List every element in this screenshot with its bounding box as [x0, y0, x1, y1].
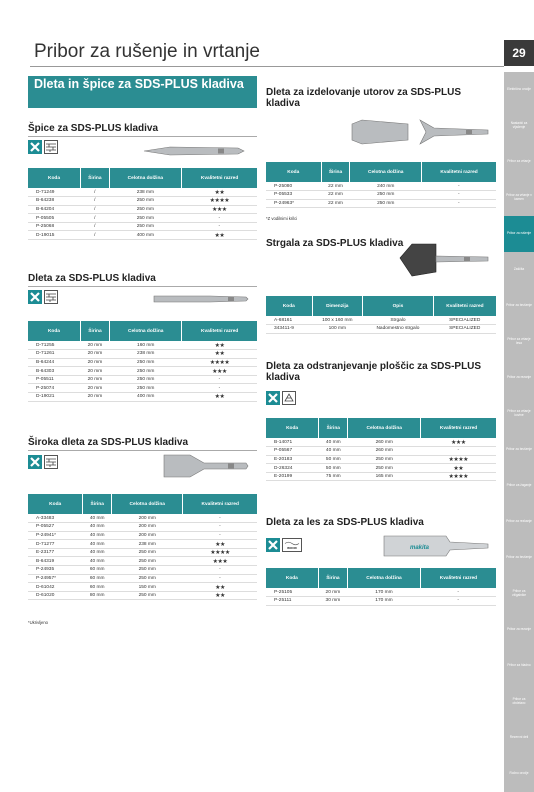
table-row — [266, 464, 496, 473]
table-cell: 260 mm — [348, 447, 421, 456]
table-cell: 40 mm — [319, 447, 348, 456]
category-banner: Dleta in špice za SDS-PLUS kladiva — [28, 76, 257, 108]
footnote: *Z vodilnimi krilci — [266, 216, 298, 221]
table-cell: 60 mm — [83, 574, 112, 583]
table-cell: 40 mm — [319, 438, 348, 447]
table-cell: A-68161 — [266, 316, 312, 325]
column-header: Celotna dolžina — [112, 494, 183, 514]
table-cell: D-26324 — [266, 464, 319, 473]
table-cell: D-71261 — [28, 350, 80, 359]
table-cell: 200 mm — [112, 523, 183, 532]
groove-chisel-image — [348, 114, 492, 150]
table-cell: 100 x 160 mm — [312, 316, 362, 325]
concrete-icon — [266, 391, 280, 405]
spec-table-wide-chisels — [28, 494, 257, 600]
table-cell: 260 mm — [348, 438, 421, 447]
sidebar-tab[interactable]: Pribor za brušenje — [504, 432, 534, 468]
table-row — [28, 222, 257, 231]
section-title-wood-chisels: Dleta za les za SDS-PLUS kladiva — [266, 517, 424, 528]
table-cell: P-25111 — [266, 597, 318, 606]
table-cell: D-71249 — [28, 188, 81, 197]
table-cell: 60 mm — [83, 566, 112, 575]
table-cell: Strgalo — [362, 316, 433, 325]
sidebar-tab[interactable]: Pribor za vžigalnike — [504, 576, 534, 612]
table-cell: - — [422, 182, 496, 191]
column-header: Širina — [81, 168, 110, 188]
spec-table-scrapers — [266, 296, 496, 334]
table-cell: D-61020 — [28, 591, 83, 600]
table-row — [266, 447, 496, 456]
concrete-icon — [28, 290, 42, 304]
table-cell: P-24941* — [28, 531, 83, 540]
table-cell: 400 mm — [110, 393, 182, 402]
table-row — [28, 514, 257, 523]
material-icons — [28, 140, 58, 154]
table-cell: B-64303 — [28, 367, 80, 376]
material-icons — [28, 455, 58, 469]
table-row — [28, 591, 257, 600]
table-cell: 200 mm — [112, 514, 183, 523]
table-cell: Nadomestno strgalo — [362, 325, 433, 334]
table-cell: 170 mm — [348, 597, 421, 606]
table-cell: 343411-9 — [266, 325, 312, 334]
svg-text:makita: makita — [410, 545, 430, 551]
table-cell: P-05533 — [266, 191, 321, 200]
column-header: Celotna dolžina — [348, 418, 421, 438]
table-cell: 250 mm — [109, 222, 182, 231]
column-header: Celotna dolžina — [109, 168, 182, 188]
table-row — [28, 574, 257, 583]
side-tabs — [504, 72, 534, 792]
concrete-icon — [28, 455, 42, 469]
table-row — [266, 472, 496, 481]
spec-table-points — [28, 168, 257, 240]
table-row — [28, 566, 257, 575]
table-cell: E-23177 — [28, 548, 83, 557]
table-cell: P-05527 — [28, 523, 83, 532]
table-cell: SPECIALIZED — [433, 316, 496, 325]
table-cell: ★★★★ — [421, 472, 496, 481]
column-header: Koda — [266, 568, 318, 588]
table-cell: B-64319 — [28, 557, 83, 566]
table-cell: ★★ — [182, 393, 257, 402]
masonry-icon — [44, 290, 58, 304]
table-cell: ★★★★ — [421, 455, 496, 464]
sidebar-tab[interactable]: Pribor za vrtanje kovine — [504, 396, 534, 432]
table-cell: P-05567 — [266, 447, 319, 456]
sidebar-tab[interactable]: Pribor za rezanje — [504, 360, 534, 396]
concrete-icon — [266, 538, 280, 552]
table-cell: 160 mm — [110, 341, 182, 350]
sidebar-tab[interactable]: Rezervni deli — [504, 720, 534, 756]
flat-chisel-image — [150, 288, 250, 310]
table-row — [28, 214, 257, 223]
sidebar-tab[interactable]: Pribor za vrtanje — [504, 144, 534, 180]
column-header: Kvalitetni razred — [421, 418, 496, 438]
table-cell: / — [81, 188, 110, 197]
sidebar-tab[interactable]: Pribor za hladno — [504, 648, 534, 684]
table-row — [28, 540, 257, 549]
column-header: Celotna dolžina — [350, 162, 422, 182]
table-cell: ★★ — [182, 350, 257, 359]
concrete-icon — [28, 140, 42, 154]
table-row — [28, 367, 257, 376]
sidebar-tab[interactable]: Ročno orodje — [504, 756, 534, 792]
table-row — [266, 455, 496, 464]
table-row — [266, 597, 496, 606]
table-cell: ★★★ — [182, 367, 257, 376]
table-cell: - — [182, 384, 257, 393]
table-cell: 22 mm — [321, 182, 350, 191]
table-cell: SPECIALIZED — [433, 325, 496, 334]
table-row — [28, 523, 257, 532]
section-title-tile-chisels: Dleta za odstranjevanje ploščic za SDS-PLUS kladiva — [266, 361, 482, 383]
table-cell: 20 mm — [80, 358, 109, 367]
table-cell: ★★ — [183, 591, 257, 600]
sidebar-tab[interactable]: Pribor za brušenje — [504, 288, 534, 324]
table-cell: 20 mm — [80, 393, 109, 402]
column-header: Kvalitetni razred — [182, 168, 257, 188]
spec-table-tile-chisels — [266, 418, 496, 481]
table-row — [266, 316, 496, 325]
table-cell: 238 mm — [112, 540, 183, 549]
table-cell: P-24957* — [28, 574, 83, 583]
table-row — [28, 531, 257, 540]
table-cell: B-14071 — [266, 438, 319, 447]
column-header: Koda — [266, 418, 319, 438]
sidebar-tab[interactable]: Pribor za vrtanje v kamen — [504, 180, 534, 216]
table-cell: 50 mm — [319, 455, 348, 464]
column-header: Kvalitetni razred — [182, 321, 257, 341]
sidebar-tab[interactable]: Pribor za rušenje — [504, 216, 534, 252]
section-title-wide-chisels: Široka dleta za SDS-PLUS kladiva — [28, 437, 189, 448]
table-cell: 20 mm — [80, 341, 109, 350]
table-cell: ★★ — [183, 540, 257, 549]
table-cell: P-24963* — [266, 199, 321, 208]
table-cell: 40 mm — [83, 531, 112, 540]
column-header: Koda — [28, 168, 81, 188]
table-cell: - — [421, 447, 496, 456]
table-cell: 40 mm — [83, 523, 112, 532]
spec-table-chisels — [28, 321, 257, 402]
page-number: 29 — [504, 40, 534, 66]
table-cell: D-61042 — [28, 583, 83, 592]
table-cell: ★★★ — [183, 557, 257, 566]
table-cell: 20 mm — [80, 384, 109, 393]
table-cell: D-19021 — [28, 393, 80, 402]
table-cell: P-25068 — [28, 222, 81, 231]
table-cell: D-71277 — [28, 540, 83, 549]
table-row — [266, 182, 496, 191]
table-cell: 250 mm — [350, 191, 422, 200]
table-cell: / — [81, 214, 110, 223]
table-cell: ★★ — [182, 341, 257, 350]
material-icons — [266, 391, 296, 405]
table-cell: 200 mm — [112, 531, 183, 540]
table-cell: - — [183, 523, 257, 532]
table-cell: 250 mm — [112, 566, 183, 575]
table-cell: 250 mm — [110, 375, 182, 384]
table-cell: P-24935 — [28, 566, 83, 575]
sidebar-tab[interactable]: Pribor za žaganje — [504, 468, 534, 504]
wide-chisel-image — [160, 452, 250, 480]
table-cell: D-19015 — [28, 231, 81, 240]
table-row — [266, 438, 496, 447]
table-cell: ★★ — [182, 231, 257, 240]
table-cell: 40 mm — [83, 540, 112, 549]
table-cell: 50 mm — [319, 464, 348, 473]
column-header: Kvalitetni razred — [433, 296, 496, 316]
sidebar-tab[interactable]: Pribor za brušenje — [504, 540, 534, 576]
table-cell: P-05505 — [28, 214, 81, 223]
table-cell: 250 mm — [110, 367, 182, 376]
table-cell: - — [183, 514, 257, 523]
column-header: Koda — [266, 162, 321, 182]
table-cell: ★★ — [183, 583, 257, 592]
masonry-icon — [44, 455, 58, 469]
table-cell: 250 mm — [348, 464, 421, 473]
table-cell: - — [183, 531, 257, 540]
table-cell: B-64244 — [28, 358, 80, 367]
sidebar-tab[interactable]: Pribor za vrtanje lesa — [504, 324, 534, 360]
table-cell: ★★★★ — [182, 358, 257, 367]
sidebar-tab[interactable]: Pribor za obdelavo — [504, 684, 534, 720]
table-cell: 60 mm — [83, 583, 112, 592]
table-cell: - — [420, 588, 496, 597]
page-title: Pribor za rušenje in vrtanje — [34, 41, 260, 62]
table-cell: A-33483 — [28, 514, 83, 523]
header-divider — [30, 66, 504, 67]
column-header: Dimenzija — [312, 296, 362, 316]
table-cell: - — [420, 597, 496, 606]
footnote: *Ukrivljeno — [28, 620, 49, 625]
table-cell: P-05511 — [28, 375, 80, 384]
table-cell: 20 mm — [318, 588, 347, 597]
section-divider — [28, 450, 257, 451]
table-cell: ★★ — [182, 188, 257, 197]
column-header: Celotna dolžina — [110, 321, 182, 341]
table-cell: 20 mm — [80, 350, 109, 359]
column-header: Širina — [318, 568, 347, 588]
table-cell: / — [81, 197, 110, 206]
table-cell: 250 mm — [112, 557, 183, 566]
section-title-points: Špice za SDS-PLUS kladiva — [28, 123, 159, 134]
table-cell: ★★★★ — [182, 197, 257, 206]
table-row — [28, 188, 257, 197]
table-cell: P-25080 — [266, 182, 321, 191]
table-cell: P-25074 — [28, 384, 80, 393]
table-cell: 100 mm — [312, 325, 362, 334]
pointed-chisel-image — [140, 140, 250, 162]
table-row — [266, 199, 496, 208]
column-header: Kvalitetni razred — [422, 162, 496, 182]
table-cell: 40 mm — [83, 548, 112, 557]
table-cell: 30 mm — [318, 597, 347, 606]
column-header: Kvalitetni razred — [183, 494, 257, 514]
table-cell: ★★★ — [182, 205, 257, 214]
table-cell: 165 mm — [348, 472, 421, 481]
spec-table-wood-chisels — [266, 568, 496, 606]
sidebar-tab[interactable]: Zaščita — [504, 252, 534, 288]
table-cell: ★★ — [421, 464, 496, 473]
table-cell: 170 mm — [348, 588, 421, 597]
sidebar-tab[interactable]: Električno orodje — [504, 72, 534, 108]
column-header: Opis — [362, 296, 433, 316]
masonry-icon — [44, 140, 58, 154]
material-icons — [266, 538, 302, 552]
section-title-groove-chisels: Dleta za izdelovanje utorov za SDS-PLUS kladiva — [266, 87, 462, 109]
wood-icon-label: WOOD — [287, 546, 297, 550]
table-cell: - — [422, 199, 496, 208]
scraper-image — [396, 238, 492, 282]
column-header: Kvalitetni razred — [420, 568, 496, 588]
table-cell: 250 mm — [348, 455, 421, 464]
table-cell: 400 mm — [109, 231, 182, 240]
table-cell: 22 mm — [321, 199, 350, 208]
table-cell: 238 mm — [109, 188, 182, 197]
column-header: Koda — [28, 321, 80, 341]
table-cell: 75 mm — [319, 472, 348, 481]
table-cell: 250 mm — [350, 199, 422, 208]
section-title-chisels: Dleta za SDS-PLUS kladiva — [28, 273, 156, 284]
table-row — [28, 231, 257, 240]
table-cell: E-20199 — [266, 472, 319, 481]
table-cell: B-64238 — [28, 197, 81, 206]
section-title-scrapers: Strgala za SDS-PLUS kladiva — [266, 238, 404, 249]
sidebar-tab[interactable]: Pribor za rezkanje — [504, 504, 534, 540]
wood-chisel-image — [380, 532, 492, 560]
table-cell: 22 mm — [321, 191, 350, 200]
table-cell: 40 mm — [83, 557, 112, 566]
table-cell: ★★★ — [421, 438, 496, 447]
sidebar-tab[interactable]: Nastavki za vijačenje — [504, 108, 534, 144]
table-cell: 80 mm — [83, 591, 112, 600]
column-header: Celotna dolžina — [348, 568, 421, 588]
table-cell: E-20183 — [266, 455, 319, 464]
table-cell: 240 mm — [350, 182, 422, 191]
table-row — [28, 358, 257, 367]
table-row — [266, 191, 496, 200]
table-cell: D-71255 — [28, 341, 80, 350]
table-cell: 20 mm — [80, 367, 109, 376]
section-divider — [28, 286, 257, 287]
table-cell: / — [81, 205, 110, 214]
table-row — [28, 384, 257, 393]
table-row — [28, 375, 257, 384]
table-row — [266, 325, 496, 334]
table-cell: P-25105 — [266, 588, 318, 597]
table-row — [28, 350, 257, 359]
table-cell: 150 mm — [112, 583, 183, 592]
table-cell: - — [182, 222, 257, 231]
table-cell: B-64204 — [28, 205, 81, 214]
table-row — [28, 393, 257, 402]
table-row — [28, 583, 257, 592]
table-cell: 250 mm — [112, 591, 183, 600]
table-cell: 250 mm — [109, 214, 182, 223]
table-cell: / — [81, 222, 110, 231]
table-row — [28, 341, 257, 350]
table-cell: 250 mm — [110, 358, 182, 367]
table-cell: - — [183, 566, 257, 575]
material-icons — [28, 290, 58, 304]
table-cell: 250 mm — [110, 384, 182, 393]
sidebar-tab[interactable]: Pribor za rezanje — [504, 612, 534, 648]
table-cell: 20 mm — [80, 375, 109, 384]
table-cell: 238 mm — [110, 350, 182, 359]
table-row — [28, 548, 257, 557]
table-cell: - — [422, 191, 496, 200]
tile-icon — [282, 391, 296, 405]
table-cell: 250 mm — [112, 548, 183, 557]
table-row — [28, 205, 257, 214]
table-cell: 250 mm — [109, 197, 182, 206]
table-cell: 250 mm — [112, 574, 183, 583]
wood-icon — [282, 538, 302, 552]
column-header: Širina — [321, 162, 350, 182]
table-cell: - — [183, 574, 257, 583]
column-header: Širina — [319, 418, 348, 438]
section-divider — [28, 136, 257, 137]
table-row — [266, 588, 496, 597]
table-cell: - — [182, 375, 257, 384]
column-header: Širina — [80, 321, 109, 341]
spec-table-groove-chisels — [266, 162, 496, 208]
table-cell: ★★★★ — [183, 548, 257, 557]
column-header: Koda — [28, 494, 83, 514]
table-cell: / — [81, 231, 110, 240]
table-row — [28, 197, 257, 206]
column-header: Koda — [266, 296, 312, 316]
table-cell: 250 mm — [109, 205, 182, 214]
table-row — [28, 557, 257, 566]
table-cell: 40 mm — [83, 514, 112, 523]
column-header: Širina — [83, 494, 112, 514]
table-cell: - — [182, 214, 257, 223]
